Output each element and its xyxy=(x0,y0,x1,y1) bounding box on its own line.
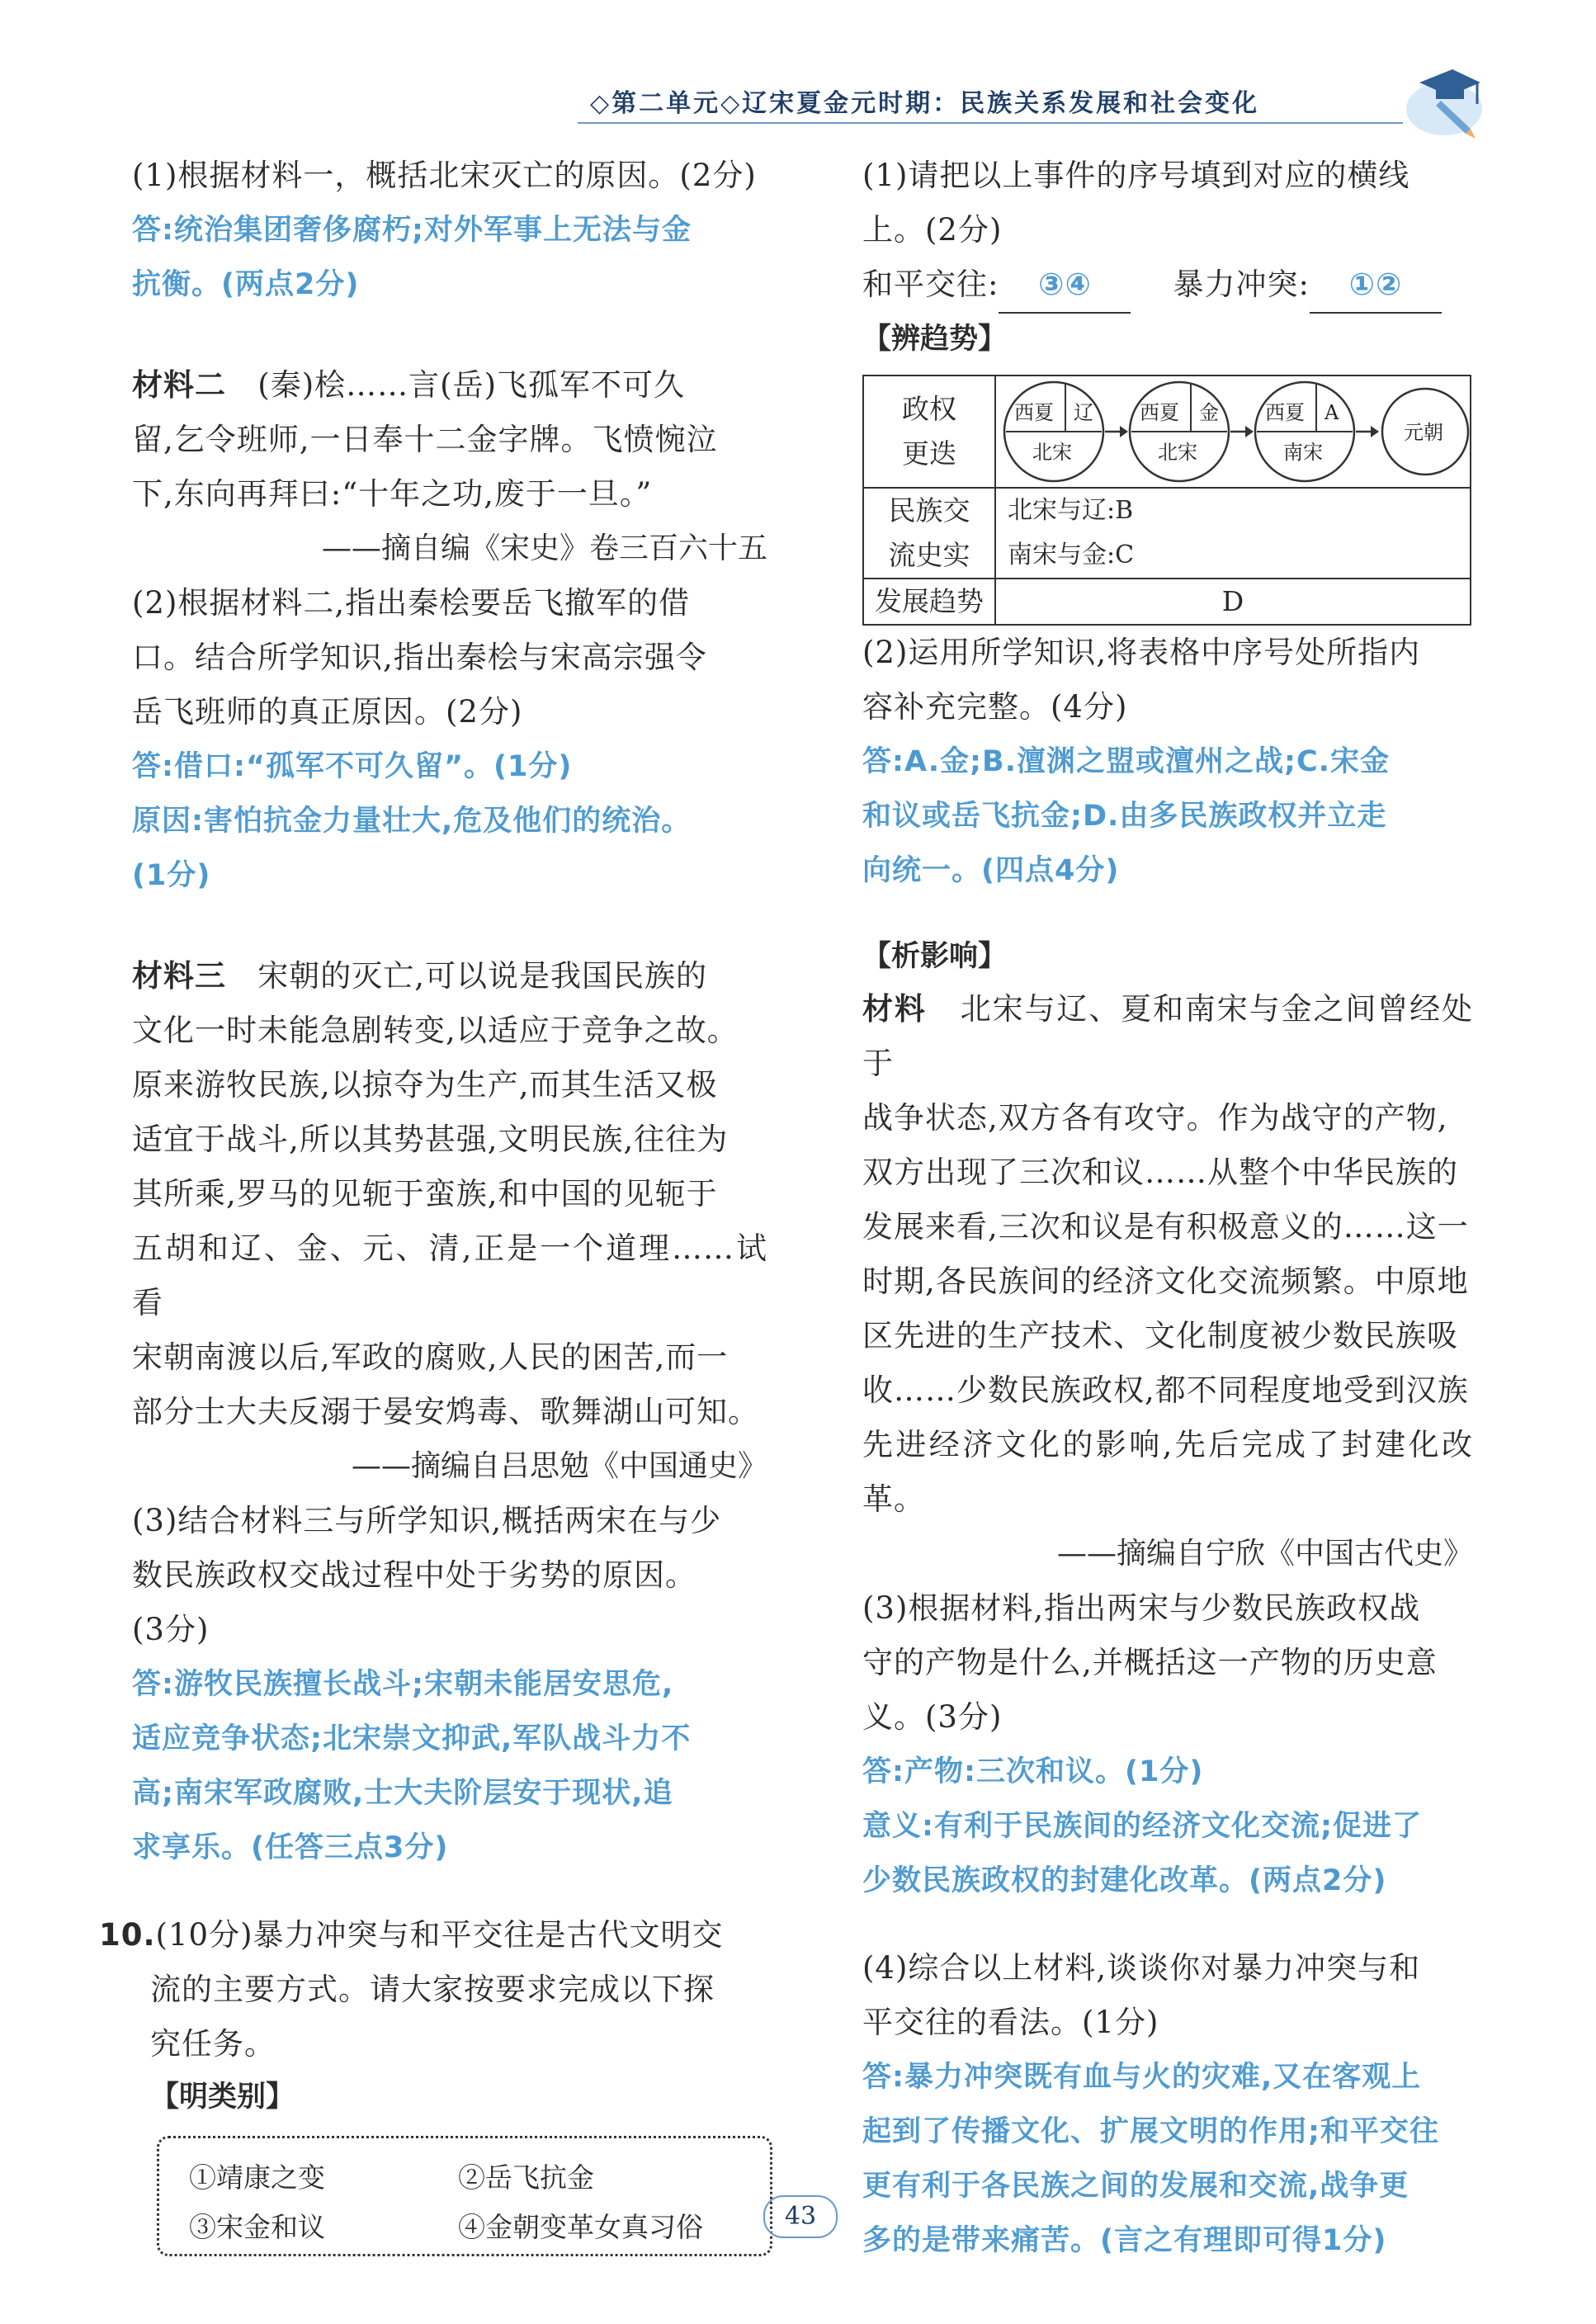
question-3-line-1: (3)结合材料三与所学知识,概括两宋在与少 xyxy=(132,1503,722,1538)
material-3-line-5: 其所乘,罗马的见轭于蛮族,和中国的见轭于 xyxy=(132,1176,718,1212)
material-3-line-8: 部分士大夫反溺于晏安鸩毒、歌舞湖山可知。 xyxy=(132,1394,759,1429)
page-header xyxy=(0,0,1596,144)
node-3-top-b: A xyxy=(1324,401,1339,424)
question-3-line-2: 数民族政权交战过程中处于劣势的原因。 xyxy=(132,1557,696,1593)
material-3-label: 材料三 xyxy=(132,958,226,994)
row1-header-line-2: 更迭 xyxy=(902,437,956,470)
violence-answer: ①② xyxy=(1310,257,1442,314)
events-list-box xyxy=(157,2136,772,2256)
r-question-3-line-3: 义。(3分) xyxy=(862,1699,1003,1735)
peace-answer: ③④ xyxy=(999,257,1131,314)
section-trend-heading: 【辨趋势】 xyxy=(862,323,1008,356)
answer-2-line-2: 原因:害怕抗金力量壮大,危及他们的统治。 xyxy=(132,805,692,838)
r-material-line-5: 时期,各民族间的经济文化交流频繁。中原地 xyxy=(862,1264,1469,1299)
unit-title: ◇第二单元◇辽宋夏金元时期：民族关系发展和社会变化 xyxy=(590,89,1260,118)
row3-header: 发展趋势 xyxy=(863,579,995,625)
r-answer-3-line-2: 意义:有利于民族间的经济文化交流;促进了 xyxy=(862,1810,1422,1843)
row2-header-line-1: 民族交 xyxy=(888,494,970,527)
node-1-bottom: 北宋 xyxy=(1032,441,1072,464)
material-3-source: ——摘编自吕思勉《中国通史》 xyxy=(351,1449,767,1483)
node-3-top-a: 西夏 xyxy=(1265,401,1305,424)
r-material-line-7: 收……少数民族政权,都不同程度地受到汉族 xyxy=(862,1372,1469,1408)
page-number: 43 xyxy=(763,2195,838,2238)
material-2-line-1 xyxy=(132,358,767,413)
question-10-line-2: 流的主要方式。请大家按要求完成以下探 xyxy=(150,1972,715,2007)
material-2-line-2: 留,乞令班师,一日奉十二金字牌。飞愤惋泣 xyxy=(132,422,718,457)
r-question-1-line-2: 上。(2分) xyxy=(862,212,1003,248)
node-final-label: 元朝 xyxy=(1404,421,1443,444)
event-1: ①靖康之变 xyxy=(189,2161,325,2194)
answer-3-line-2: 适应竞争状态;北宋崇文抑武,军队战斗力不 xyxy=(132,1722,692,1755)
section-classify-heading: 【明类别】 xyxy=(150,2081,295,2114)
node-1-top-a: 西夏 xyxy=(1014,401,1054,424)
r-question-2-line-1: (2)运用所学知识,将表格中序号处所指内 xyxy=(862,635,1421,670)
section-impact-heading: 【析影响】 xyxy=(862,940,1008,973)
r-question-4-line-1: (4)综合以上材料,谈谈你对暴力冲突与和 xyxy=(862,1950,1421,1986)
event-3: ③宋金和议 xyxy=(189,2211,325,2243)
r-question-3-line-2: 守的产物是什么,并概括这一产物的历史意 xyxy=(862,1645,1438,1680)
material-3-line-1 xyxy=(132,949,767,1004)
question-10-line-1 xyxy=(99,1908,767,1963)
question-2-line-3: 岳飞班师的真正原因。(2分) xyxy=(132,694,523,730)
material-2-label: 材料二 xyxy=(132,367,226,403)
r-question-1-line-1: (1)请把以上事件的序号填到对应的横线 xyxy=(862,158,1410,193)
left-column xyxy=(99,149,767,2256)
node-2-top-b: 金 xyxy=(1199,401,1219,424)
answer-2-line-3: (1分) xyxy=(132,859,211,892)
material-2-source: ——摘自编《宋史》卷三百六十五 xyxy=(321,531,767,565)
header-rule xyxy=(578,122,1403,124)
r-material-line-3: 双方出现了三次和议……从整个中华民族的 xyxy=(862,1155,1458,1190)
r-material-line-6: 区先进的生产技术、文化制度被少数民族吸 xyxy=(862,1318,1458,1353)
material-3-line-2: 文化一时未能急剧转变,以适应于竞争之故。 xyxy=(132,1013,739,1048)
event-2: ②岳飞抗金 xyxy=(458,2161,594,2194)
node-3-bottom: 南宋 xyxy=(1283,441,1323,464)
material-2-line-3: 下,东向再拜曰:“十年之功,废于一旦。” xyxy=(132,476,653,512)
node-1-top-b: 辽 xyxy=(1074,401,1093,424)
r-question-2-line-2: 容补充完整。(4分) xyxy=(862,689,1128,725)
row2-line-2: 南宋与金:C xyxy=(1008,541,1135,569)
r-material-line-8: 先进经济文化的影响,先后完成了封建化改革。 xyxy=(862,1427,1473,1517)
r-answer-4-line-3: 更有利于各民族之间的发展和交流,战争更 xyxy=(862,2170,1409,2203)
answer-3-line-1: 答:游牧民族擅长战斗;宋朝未能居安思危, xyxy=(132,1668,674,1701)
row2-content xyxy=(995,488,1471,579)
question-2-line-2: 口。结合所学知识,指出秦桧与宋高宗强令 xyxy=(132,640,707,675)
trend-table xyxy=(862,375,1471,626)
r-material-line-4: 发展来看,三次和议是有积极意义的……这一 xyxy=(862,1209,1469,1245)
row2-line-1: 北宋与辽:B xyxy=(1008,496,1134,525)
question-10-text-1: (10分)暴力冲突与和平交往是古代文明交 xyxy=(155,1917,724,1953)
r-question-4-line-2: 平交往的看法。(1分) xyxy=(862,2005,1159,2040)
fill-blank-line xyxy=(862,257,1473,314)
regime-flow-cell xyxy=(995,376,1471,488)
material-3-line-7: 宋朝南渡以后,军政的腐败,人民的困苦,而一 xyxy=(132,1339,729,1375)
question-2-line-1: (2)根据材料二,指出秦桧要岳飞撤军的借 xyxy=(132,585,691,621)
violence-label: 暴力冲突: xyxy=(1173,267,1310,302)
row3-value: D xyxy=(995,579,1471,625)
material-2-text-1: (秦)桧……言(岳)飞孤军不可久 xyxy=(257,367,686,403)
row1-header xyxy=(863,376,995,488)
node-2-bottom: 北宋 xyxy=(1158,441,1197,464)
material-3-text-1: 宋朝的灭亡,可以说是我国民族的 xyxy=(257,958,708,994)
r-question-3-line-1: (3)根据材料,指出两宋与少数民族政权战 xyxy=(862,1590,1421,1626)
graduation-cap-pencil-icon xyxy=(1395,58,1485,140)
row2-header-line-2: 流史实 xyxy=(888,539,970,571)
r-answer-2-line-1: 答:A.金;B.澶渊之盟或澶州之战;C.宋金 xyxy=(862,745,1390,778)
row2-header xyxy=(863,488,995,579)
right-column xyxy=(862,149,1473,2268)
r-material-text-1: 北宋与辽、夏和南宋与金之间曾经处于 xyxy=(862,991,1474,1081)
row1-header-line-1: 政权 xyxy=(902,393,956,425)
material-3-line-3: 原来游牧民族,以掠夺为生产,而其生活又极 xyxy=(132,1067,718,1103)
r-material-source: ——摘编自宁欣《中国古代史》 xyxy=(1056,1537,1473,1571)
node-2-top-a: 西夏 xyxy=(1140,401,1179,424)
question-1-text: (1)根据材料一，概括北宋灭亡的原因。(2分) xyxy=(132,158,757,193)
r-answer-3-line-1: 答:产物:三次和议。(1分) xyxy=(862,1755,1204,1788)
r-answer-2-line-2: 和议或岳飞抗金;D.由多民族政权并立走 xyxy=(862,800,1387,833)
event-4: ④金朝变革女真习俗 xyxy=(458,2211,703,2243)
answer-3-line-4: 求享乐。(任答三点3分) xyxy=(132,1831,449,1864)
question-3-line-3: (3分) xyxy=(132,1612,210,1647)
question-10-number: 10. xyxy=(99,1917,156,1953)
r-answer-4-line-1: 答:暴力冲突既有血与火的灾难,又在客观上 xyxy=(862,2061,1422,2094)
r-material-line-2: 战争状态,双方各有攻守。作为战守的产物, xyxy=(862,1100,1448,1136)
r-material-label: 材料 xyxy=(862,991,927,1027)
answer-1-line-1: 答:统治集团奢侈腐朽;对外军事上无法与金 xyxy=(132,214,692,247)
material-3-line-4: 适宜于战斗,所以其势甚强,文明民族,往往为 xyxy=(132,1122,729,1157)
r-material-line-1 xyxy=(862,982,1473,1091)
material-3-line-6: 五胡和辽、金、元、清,正是一个道理……试看 xyxy=(132,1230,767,1320)
regime-flow-diagram xyxy=(996,376,1473,487)
r-answer-3-line-3: 少数民族政权的封建化改革。(两点2分) xyxy=(862,1864,1387,1897)
r-answer-2-line-3: 向统一。(四点4分) xyxy=(862,854,1120,887)
answer-2-line-1: 答:借口:“孤军不可久留”。(1分) xyxy=(132,750,573,783)
peace-label: 和平交往: xyxy=(862,267,999,302)
answer-3-line-3: 高;南宋军政腐败,士大夫阶层安于现状,追 xyxy=(132,1777,673,1810)
r-answer-4-line-2: 起到了传播文化、扩展文明的作用;和平交往 xyxy=(862,2115,1439,2148)
r-answer-4-line-4: 多的是带来痛苦。(言之有理即可得1分) xyxy=(862,2224,1387,2257)
question-10-line-3: 究任务。 xyxy=(150,2026,276,2062)
answer-1-line-2: 抗衡。(两点2分) xyxy=(132,268,360,301)
